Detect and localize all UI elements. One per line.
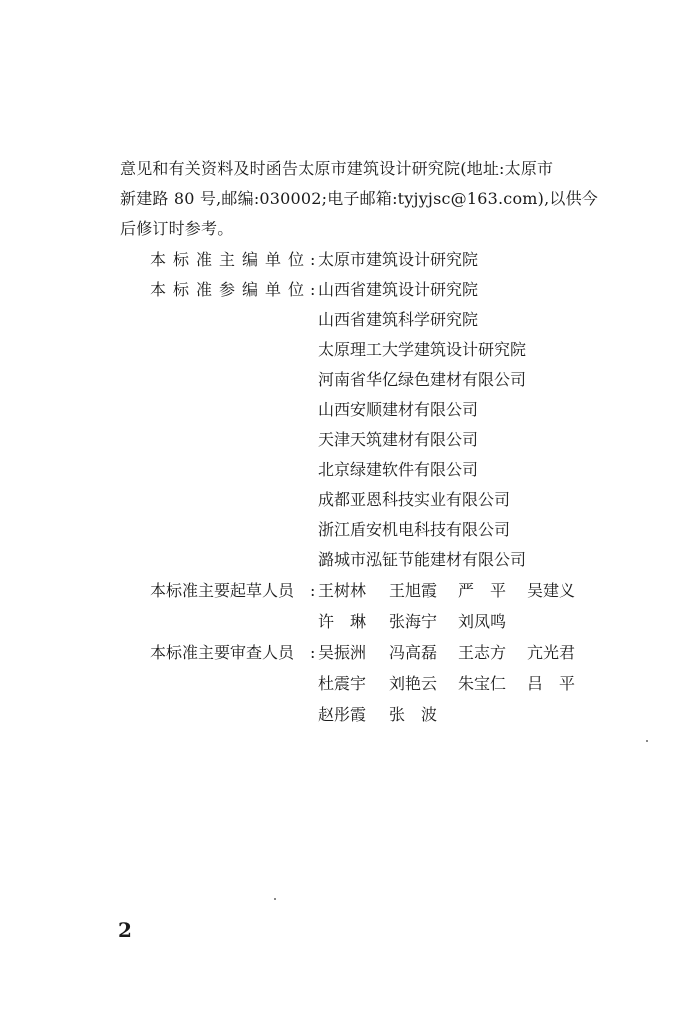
person-name: 张 波 [389,705,438,724]
person-name: 刘艳云 [389,674,438,693]
participating-units-label: 本标准参编单位 [150,280,312,299]
colon: : [310,250,316,269]
person-name: 王旭霞 [389,581,438,600]
participating-unit-item: 太原理工大学建筑设计研究院 [318,340,527,359]
participating-unit-item: 潞城市泓钲节能建材有限公司 [318,550,527,569]
person-name: 吕 平 [527,674,576,693]
person-name: 杜震宇 [318,674,367,693]
participating-unit-item: 山西省建筑科学研究院 [318,310,479,329]
intro-line: 后修订时参考。 [120,219,234,238]
person-name: 朱宝仁 [458,674,507,693]
participating-unit-item: 成都亚恩科技实业有限公司 [318,490,511,509]
person-name: 王志方 [458,643,507,662]
person-name: 张海宁 [389,612,438,631]
print-speck [274,898,276,900]
person-name: 王树林 [318,581,367,600]
colon: : [310,581,316,600]
participating-unit-item: 河南省华亿绿色建材有限公司 [318,370,527,389]
person-name: 刘凤鸣 [458,612,507,631]
intro-line: 意见和有关资料及时函告太原市建筑设计研究院(地址:太原市 [120,159,554,178]
participating-unit-item: 浙江盾安机电科技有限公司 [318,520,511,539]
drafters-label: 本标准主要起草人员 [150,581,295,600]
page-number: 2 [118,918,132,942]
person-name: 严 平 [458,581,507,600]
colon: : [310,643,316,662]
participating-unit-item: 天津天筑建材有限公司 [318,430,479,449]
participating-unit-item: 山西省建筑设计研究院 [318,280,479,299]
colon: : [310,280,316,299]
intro-line: 新建路 80 号,邮编:030002;电子邮箱:tyjyjsc@163.com),以供今 [120,189,598,208]
chief-unit-value: 太原市建筑设计研究院 [318,250,479,269]
participating-unit-item: 北京绿建软件有限公司 [318,460,479,479]
person-name: 亢光君 [527,643,576,662]
intro-paragraph [120,154,610,244]
reviewers-label: 本标准主要审查人员 [150,643,295,662]
participating-unit-item: 山西安顺建材有限公司 [318,400,479,419]
person-name: 赵彤霞 [318,705,367,724]
person-name: 冯高磊 [389,643,438,662]
person-name: 许 琳 [318,612,367,631]
person-name: 吴振洲 [318,643,367,662]
chief-unit-label: 本标准主编单位 [150,250,312,269]
print-speck [646,740,648,742]
person-name: 吴建义 [527,581,576,600]
